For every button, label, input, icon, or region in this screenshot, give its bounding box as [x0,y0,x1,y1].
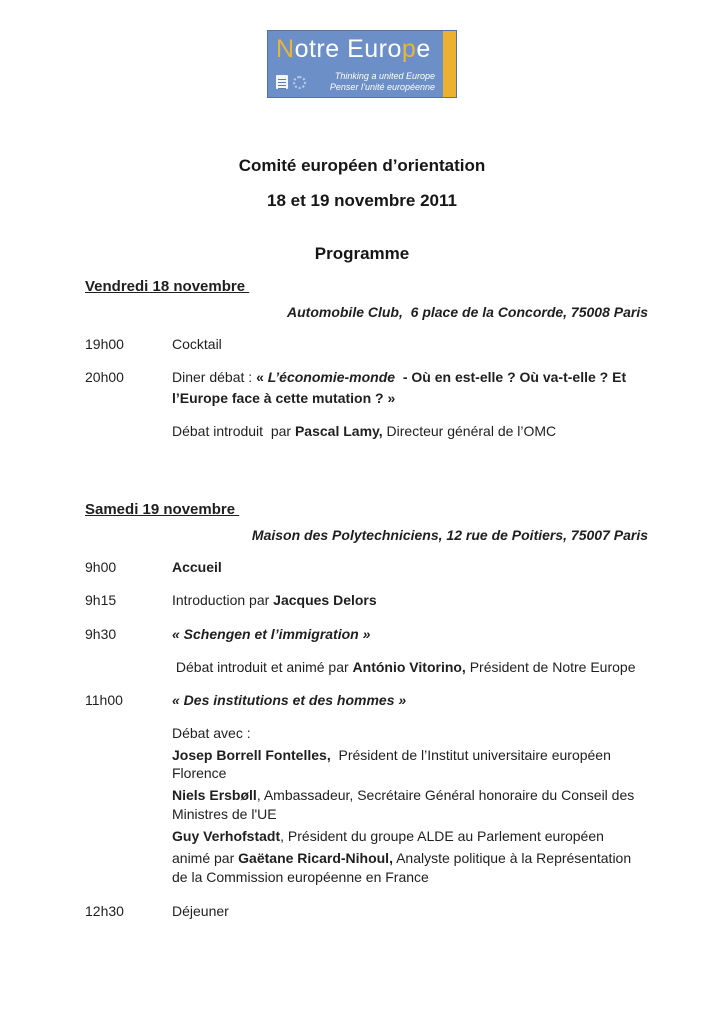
event-description: Débat avec : [172,724,251,741]
time-label-empty [85,849,172,887]
speaker-role: , Ambassadeur, Secrétaire Général honoraire du Conseil des Ministres de l'UE [172,787,639,823]
time-label-empty [85,657,172,677]
schedule-row-speaker-ersboll [85,786,648,824]
speaker-name: Jacques Delors [273,592,377,609]
event-description [172,367,648,408]
logo-tagline-english: Thinking a united Europe [334,71,435,81]
event-description: Accueil [172,559,222,576]
document-title [0,148,724,218]
day-section-friday [85,278,648,441]
time-label: 19h00 [85,336,124,352]
schedule-row-moderator [85,849,648,887]
schedule-row-schengen [85,624,648,644]
document-icon [276,75,288,89]
time-label: 11h00 [85,692,123,709]
speaker-role: , Président du groupe ALDE au Parlement européen [280,828,604,845]
speaker-name: Gaëtane Ricard-Nihoul, [238,850,393,867]
event-description: Cocktail [172,336,222,352]
event-text: Introduction par [172,592,274,609]
schedule [0,278,724,921]
moderator-line [172,849,648,887]
title-line-2: 18 et 19 novembre 2011 [267,191,457,210]
title-line-1: Comité européen d’orientation [238,156,486,175]
schedule-row-accueil [85,557,648,577]
time-label-empty [85,827,172,846]
logo-blue-panel [268,31,443,97]
event-text: Débat introduit par [172,422,295,439]
friday-heading: Vendredi 18 novembre [85,278,250,295]
brand-letter-n: N [276,35,295,63]
session-title: « Des institutions et des hommes » [172,692,407,709]
schedule-row-cocktail [85,334,648,354]
logo-tagline-french: Penser l’unité européenne [329,82,435,92]
time-label-empty [85,421,172,441]
event-title-italic: L’économie-monde [267,369,396,386]
time-label: 20h00 [85,369,124,386]
event-text-bold: - Où en est-elle ? Où va-t-elle ? Et l’Europe face à cette mutation ? » [172,369,630,406]
logo-bottom-row [276,71,435,93]
logo-taglines [311,71,435,93]
brand-text-mid: otre Euro [294,35,402,63]
speaker-line [172,827,648,846]
time-label-empty [85,724,172,743]
eu-stars-icon [293,76,306,89]
time-label: 12h30 [85,902,124,919]
logo-accent-bar [443,31,456,97]
speaker-name: Guy Verhofstadt [172,828,281,845]
friday-venue: Automobile Club, 6 place de la Concorde, 75008 Paris [287,304,648,320]
event-text: animé par [172,850,239,867]
event-text: Diner débat : [172,369,257,386]
event-text: Débat introduit et animé par [172,659,353,676]
brand-text-end: e [416,35,431,63]
programme-heading: Programme [314,244,410,263]
speaker-name: Pascal Lamy, [294,422,383,439]
speaker-line [172,746,648,784]
speaker-role: Directeur général de l’OMC [382,422,557,439]
schedule-row-debat-avec [85,724,648,743]
speaker-line [172,786,648,824]
saturday-heading: Samedi 19 novembre [85,501,240,519]
day-section-saturday [85,501,648,921]
event-description: Déjeuner [172,902,229,919]
schedule-row-dejeuner [85,901,648,921]
schedule-row-dinner-debate [85,367,648,408]
schedule-row-schengen-speaker [85,657,648,677]
brand-letter-p: p [401,35,417,63]
speaker-role: Analyste politique à la Représentation de la Commission européenne en France [172,850,636,885]
time-label-empty [85,786,172,824]
speaker-role: Président de Notre Europe [465,659,636,676]
logo-brand-text [276,36,435,62]
notre-europe-logo [267,30,457,98]
event-description [172,657,648,677]
schedule-row-institutions [85,690,648,710]
session-title: « Schengen et l’immigration » [172,625,371,642]
event-text-bold: « [256,369,268,386]
event-description [172,421,648,441]
time-label: 9h00 [85,559,117,576]
time-label-empty [85,746,172,784]
speaker-name: Niels Ersbøll [172,787,257,804]
schedule-row-speaker-verhofstadt [85,827,648,846]
speaker-name: Josep Borrell Fontelles, [172,746,331,763]
event-description [172,590,648,610]
schedule-row-speaker-borrell [85,746,648,784]
schedule-row-introduction [85,590,648,610]
time-label: 9h15 [85,592,117,609]
speaker-role: Président de l’Institut universitaire européen Florence [172,746,615,782]
speaker-name: António Vitorino, [352,659,466,676]
time-label: 9h30 [85,625,117,642]
schedule-row-dinner-speaker [85,421,648,441]
saturday-venue: Maison des Polytechniciens, 12 rue de Poitiers, 75007 Paris [251,527,648,544]
